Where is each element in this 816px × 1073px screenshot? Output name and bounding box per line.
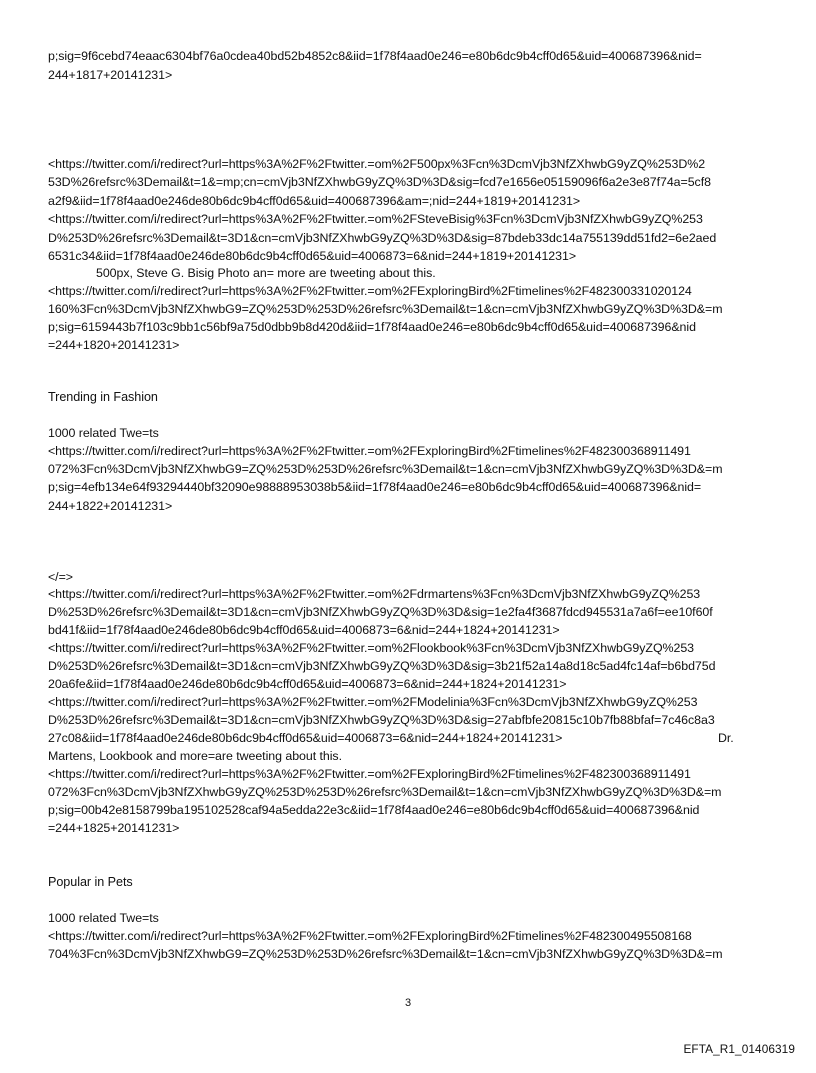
- document-text-line: 160%3Fcn%3DcmVjb3NfZXhwbG9=ZQ%253D%253D%26refsrc%3Demail&t=1&cn=cmVjb3NfZXhwbG9yZQ%3D%3D&=m: [48, 302, 723, 316]
- document-text-line: =244+1820+20141231>: [48, 338, 180, 352]
- tweeting-about-line: Martens, Lookbook and more=are tweeting about this.: [48, 749, 342, 763]
- section-heading: Trending in Fashion: [48, 390, 158, 404]
- document-text-line: <https://twitter.com/i/redirect?url=https%3A%2F%2Ftwitter.=om%2FExploringBird%2Ftimelines%2F482300331020124: [48, 284, 692, 298]
- document-text-line: p;sig=6159443b7f103c9bb1c56bf9a75d0dbb9b8d420d&iid=1f78f4aad0e246=e80b6dc9b4cff0d65&uid=400687396&nid: [48, 320, 696, 334]
- tweeting-about-line: 500px, Steve G. Bisig Photo an= more are tweeting about this.: [96, 266, 436, 280]
- document-text-line: </=>: [48, 570, 73, 584]
- document-text-line: bd41f&iid=1f78f4aad0e246de80b6dc9b4cff0d65&uid=4006873=6&nid=244+1824+20141231>: [48, 623, 560, 637]
- document-text-line: <https://twitter.com/i/redirect?url=https%3A%2F%2Ftwitter.=om%2Fdrmartens%3Fcn%3DcmVjb3NfZXhwbG9yZQ%253: [48, 587, 701, 601]
- bates-number: EFTA_R1_01406319: [683, 1042, 795, 1056]
- document-text-line: 072%3Fcn%3DcmVjb3NfZXhwbG9=ZQ%253D%253D%26refsrc%3Demail&t=1&cn=cmVjb3NfZXhwbG9yZQ%3D%3D&=m: [48, 462, 723, 476]
- document-text-line: <https://twitter.com/i/redirect?url=https%3A%2F%2Ftwitter.=om%2FExploringBird%2Ftimelines%2F482300368911491: [48, 767, 691, 781]
- document-text-line: p;sig=00b42e8158799ba195102528caf94a5edda22e3c&iid=1f78f4aad0e246=e80b6dc9b4cff0d65&uid=400687396&nid: [48, 803, 700, 817]
- document-text-line: =244+1825+20141231>: [48, 821, 180, 835]
- document-text-line: 20a6fe&iid=1f78f4aad0e246de80b6dc9b4cff0d65&uid=4006873=6&nid=244+1824+20141231>: [48, 677, 567, 691]
- document-text-line: a2f9&iid=1f78f4aad0e246de80b6dc9b4cff0d65&uid=400687396&am=;nid=244+1819+20141231>: [48, 194, 581, 208]
- document-text-line: <https://twitter.com/i/redirect?url=https%3A%2F%2Ftwitter.=om%2Flookbook%3Fcn%3DcmVjb3NfZXhwbG9yZQ%253: [48, 641, 695, 655]
- section-heading: Popular in Pets: [48, 875, 133, 889]
- document-text-line: D%253D%26refsrc%3Demail&t=3D1&cn=cmVjb3NfZXhwbG9yZQ%3D%3D&sig=27abfbfe20815c10b7fb88bfaf=7c46c8a3: [48, 713, 715, 727]
- document-text-line: <https://twitter.com/i/redirect?url=https%3A%2F%2Ftwitter.=om%2FModelinia%3Fcn%3DcmVjb3NfZXhwbG9yZQ%253: [48, 695, 698, 709]
- document-text-line: <https://twitter.com/i/redirect?url=https%3A%2F%2Ftwitter.=om%2FExploringBird%2Ftimelines%2F482300495508168: [48, 929, 692, 943]
- page-number: 3: [404, 997, 412, 1009]
- document-text-line: 072%3Fcn%3DcmVjb3NfZXhwbG9yZQ%253D%253D%26refsrc%3Demail&t=1&cn=cmVjb3NfZXhwbG9yZQ%3D%3D&=m: [48, 785, 722, 799]
- document-text-line: <https://twitter.com/i/redirect?url=https%3A%2F%2Ftwitter.=om%2F500px%3Fcn%3DcmVjb3NfZXhwbG9yZQ%253D%2: [48, 157, 706, 171]
- document-text-line: D%253D%26refsrc%3Demail&t=3D1&cn=cmVjb3NfZXhwbG9yZQ%3D%3D&sig=87bdeb33dc14a755139dd51fd2=6e2aed: [48, 231, 717, 245]
- dr-label: Dr.: [718, 731, 734, 745]
- document-text-line: D%253D%26refsrc%3Demail&t=3D1&cn=cmVjb3NfZXhwbG9yZQ%3D%3D&sig=3b21f52a14a8d18c5ad4fc14af=b6bd75d: [48, 659, 716, 673]
- related-tweets-label: 1000 related Twe=ts: [48, 911, 159, 925]
- document-text-line: 244+1817+20141231>: [48, 68, 173, 82]
- document-text-line: p;sig=4efb134e64f93294440bf32090e98888953038b5&iid=1f78f4aad0e246=e80b6dc9b4cff0d65&uid=400687396&nid=: [48, 480, 702, 494]
- document-text-line: 704%3Fcn%3DcmVjb3NfZXhwbG9=ZQ%253D%253D%26refsrc%3Demail&t=1&cn=cmVjb3NfZXhwbG9yZQ%3D%3D&=m: [48, 947, 723, 961]
- document-text-line: 53D%26refsrc%3Demail&t=1&=mp;cn=cmVjb3NfZXhwbG9yZQ%3D%3D&sig=fcd7e1656e05159096f6a2e3e87f74a=5cf8: [48, 175, 711, 189]
- related-tweets-label: 1000 related Twe=ts: [48, 426, 159, 440]
- document-text-line: p;sig=9f6cebd74eaac6304bf76a0cdea40bd52b4852c8&iid=1f78f4aad0e246=e80b6dc9b4cff0d65&uid=400687396&nid=: [48, 49, 702, 63]
- document-text-line: D%253D%26refsrc%3Demail&t=3D1&cn=cmVjb3NfZXhwbG9yZQ%3D%3D&sig=1e2fa4f3687fdcd945531a7a6f=ee10f60f: [48, 605, 713, 619]
- document-text-line: 6531c34&iid=1f78f4aad0e246de80b6dc9b4cff0d65&uid=4006873=6&nid=244+1819+20141231>: [48, 249, 577, 263]
- document-text-line: <https://twitter.com/i/redirect?url=https%3A%2F%2Ftwitter.=om%2FExploringBird%2Ftimelines%2F482300368911491: [48, 444, 691, 458]
- document-text-line: 244+1822+20141231>: [48, 499, 173, 513]
- document-text-line: <https://twitter.com/i/redirect?url=https%3A%2F%2Ftwitter.=om%2FSteveBisig%3Fcn%3DcmVjb3NfZXhwbG9yZQ%253: [48, 212, 703, 226]
- document-text-line: 27c08&iid=1f78f4aad0e246de80b6dc9b4cff0d65&uid=4006873=6&nid=244+1824+20141231>: [48, 731, 563, 745]
